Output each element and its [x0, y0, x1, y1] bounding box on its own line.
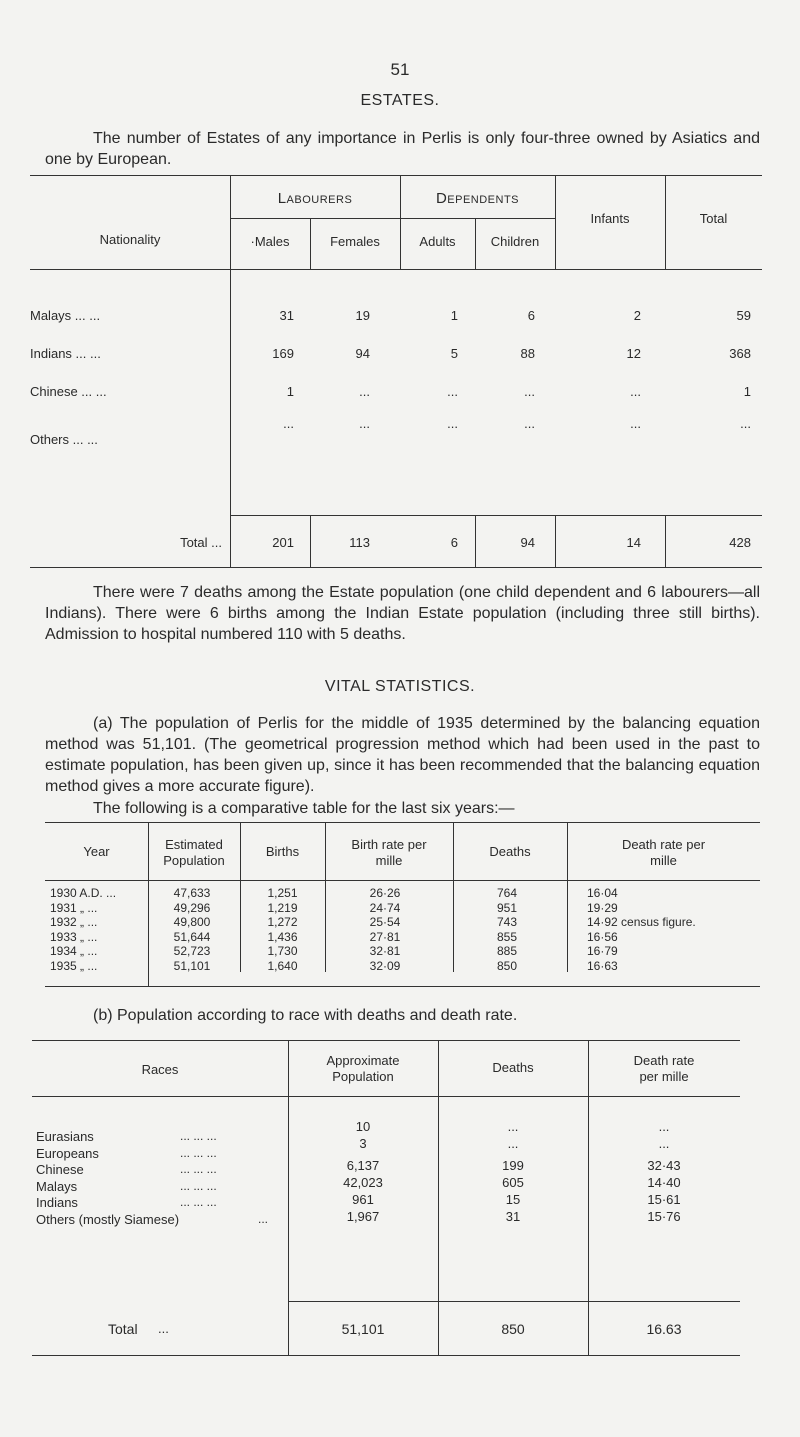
row-cell: 12: [626, 346, 641, 361]
table1-cell-deaths: 850: [496, 959, 518, 973]
table2-cell-pop: 3: [359, 1136, 367, 1151]
table1-cell-brate: 27·81: [369, 929, 401, 944]
table1-cell-pop: 52,723: [173, 944, 211, 959]
total-deaths: 850: [501, 1321, 525, 1337]
table1-cell-brate: 32·09: [369, 959, 401, 973]
estates-heading: ESTATES.: [360, 92, 440, 109]
total-label: Total ...: [180, 535, 222, 550]
table1-cell-drate: 19·29: [587, 900, 618, 915]
col-death-rate: Death rate per mille: [633, 1053, 695, 1084]
row-cell: 94: [355, 346, 370, 361]
table1-cell-pop: 49,800: [173, 915, 211, 930]
col-deaths: Deaths: [492, 1060, 534, 1075]
row-cell: 1: [450, 308, 458, 323]
total-cell: 6: [450, 535, 458, 550]
row-label: Chinese ... ...: [30, 384, 107, 399]
table2-cell-deaths: ...: [507, 1136, 519, 1151]
col-approx-population: Approximate Population: [326, 1053, 400, 1084]
table1-cell-year: 1933 „ ...: [50, 929, 98, 944]
vital-para-a: (a) The population of Perlis for the middle of 1935 determined by the balancing equation method was 51,101. (The geometrical progression method which had been used in the past to estimate population, has been given up, since it has been recommended that the balancing equation method gives a more accurate figure).: [45, 715, 760, 795]
total-cell: 113: [349, 535, 370, 550]
table1-cell-brate: 26·26: [369, 886, 401, 900]
table2-cell-race: Europeans: [36, 1145, 99, 1161]
table2-row-dots: ... ... ...: [180, 1145, 217, 1160]
col-adults: Adults: [419, 234, 456, 249]
table2-cell-pop: 961: [352, 1192, 374, 1207]
col-infants: Infants: [590, 211, 630, 226]
row-cell: 1: [286, 384, 294, 399]
table2-row-dots: ... ... ...: [180, 1195, 217, 1209]
table1-cell-pop: 47,633: [173, 886, 211, 900]
table1-cell-drate: 16·04: [587, 886, 618, 900]
total-population: 51,101: [341, 1321, 385, 1337]
table1-cell-brate: 32·81: [369, 944, 401, 959]
table2-cell-pop: 42,023: [343, 1175, 383, 1190]
table1-cell-year: 1935 „ ...: [50, 959, 98, 973]
row-cell: 1: [743, 384, 751, 399]
table2-cell-deaths: 199: [502, 1158, 524, 1173]
table2-cell-race: Others (mostly Siamese): [36, 1211, 180, 1227]
table1-cell-deaths: 951: [496, 900, 518, 915]
row-cell: 169: [272, 346, 294, 361]
table1-cell-pop: 51,101: [173, 959, 211, 973]
table1-cell-births: 1,640: [267, 959, 298, 973]
table1-cell-births: 1,436: [267, 929, 298, 944]
table2-cell-pop: 1,967: [346, 1209, 380, 1224]
table1-cell-pop: 51,644: [173, 929, 211, 944]
total-cell: 428: [729, 535, 751, 550]
table1-cell-births: 1,219: [267, 900, 298, 915]
col-races: Races: [141, 1062, 179, 1077]
col-males: ·Males: [250, 234, 290, 249]
row-cell: ...: [447, 416, 458, 431]
table2-cell-race: Eurasians: [36, 1129, 94, 1144]
table1-cell-deaths: 855: [496, 929, 518, 944]
table2-cell-deaths: 605: [502, 1175, 524, 1190]
col-children: Children: [490, 234, 540, 249]
row-cell: 59: [736, 308, 751, 323]
row-cell: ...: [524, 416, 535, 431]
table1-cell-drate: 16·79: [587, 944, 618, 959]
table1-cell-births: 1,730: [267, 944, 298, 959]
table2-cell-race: Chinese: [36, 1162, 84, 1177]
table2-cell-rate: 15·76: [647, 1209, 681, 1224]
table1-cell-pop: 49,296: [173, 900, 211, 915]
row-cell: ...: [740, 416, 751, 431]
row-cell: 6: [527, 308, 535, 323]
table2-cell-race: Malays: [36, 1178, 78, 1194]
total-cell: 14: [626, 535, 641, 550]
vital-heading: VITAL STATISTICS.: [324, 678, 476, 695]
total-cell: 94: [520, 535, 535, 550]
table2-cell-pop: 10: [355, 1119, 371, 1134]
table1-cell-deaths: 743: [496, 915, 518, 930]
table1-cell-births: 1,272: [267, 915, 298, 930]
table2-cell-rate: 32·43: [647, 1158, 681, 1173]
row-cell: 19: [355, 308, 370, 323]
table2-cell-deaths: 31: [505, 1209, 521, 1224]
estates-intro: The number of Estates of any importance in Perlis is only four-three owned by Asiatics and one by European.: [45, 130, 760, 168]
total-cell: 201: [272, 535, 294, 550]
row-cell: 31: [279, 308, 294, 323]
col-birth-rate: Birth rate per mille: [351, 837, 427, 868]
col-nationality: Nationality: [99, 232, 161, 247]
table2-cell-rate: 15·61: [647, 1192, 681, 1207]
group-dependents: Dependents: [435, 190, 520, 207]
table1-cell-births: 1,251: [267, 886, 298, 900]
table1-cell-year: 1931 „ ...: [50, 900, 98, 915]
col-births: Births: [265, 844, 300, 859]
row-cell: 5: [450, 346, 458, 361]
vital-para-b: (b) Population according to race with deaths and death rate.: [93, 1007, 518, 1024]
page-number: 51: [390, 60, 410, 79]
table2-cell-pop: 6,137: [346, 1158, 380, 1173]
total-label: Total: [108, 1321, 138, 1337]
table1-cell-brate: 25·54: [369, 915, 401, 930]
total-death-rate: 16.63: [646, 1321, 682, 1337]
vital-para-following: The following is a comparative table for the last six years:—: [93, 800, 515, 817]
table1-cell-drate: 16·63: [587, 959, 618, 973]
table2-cell-rate: 14·40: [647, 1175, 681, 1190]
table2-row-dots: ...: [258, 1211, 269, 1226]
col-females: Females: [330, 234, 380, 249]
row-cell: 2: [633, 308, 641, 323]
row-cell: ...: [283, 416, 294, 431]
table1-cell-year: 1934 „ ...: [50, 944, 98, 959]
table1-cell-year: 1930 A.D. ...: [50, 886, 117, 900]
table2-row-dots: ... ... ...: [180, 1129, 217, 1143]
row-cell: 88: [520, 346, 535, 361]
row-label: Others ... ...: [30, 432, 98, 447]
table1-cell-drate: 14·92 census figure.: [587, 915, 696, 930]
row-cell: ...: [630, 416, 641, 431]
col-death-rate: Death rate per mille: [621, 837, 706, 868]
row-cell: ...: [630, 384, 641, 399]
row-cell: 368: [729, 346, 751, 361]
table2-row-dots: ... ... ...: [180, 1178, 217, 1193]
row-label: Malays ... ...: [30, 308, 101, 323]
row-label: Indians ... ...: [30, 346, 101, 361]
table2-cell-deaths: ...: [507, 1119, 519, 1134]
total-dots: ...: [158, 1321, 169, 1336]
table1-cell-deaths: 764: [496, 886, 518, 900]
table2-cell-deaths: 15: [505, 1192, 521, 1207]
table2-cell-race: Indians: [36, 1195, 78, 1210]
row-cell: ...: [359, 384, 370, 399]
col-deaths: Deaths: [489, 844, 531, 859]
table1-cell-drate: 16·56: [587, 929, 618, 944]
table2-cell-rate: ...: [658, 1119, 670, 1134]
col-year: Year: [83, 844, 110, 859]
table1-cell-deaths: 885: [496, 944, 518, 959]
row-cell: ...: [359, 416, 370, 431]
group-labourers: Labourers: [277, 190, 353, 207]
table1-cell-brate: 24·74: [369, 900, 401, 915]
col-estimated-population: Estimated Population: [163, 837, 225, 868]
row-cell: ...: [447, 384, 458, 399]
table1-cell-year: 1932 „ ...: [50, 915, 98, 930]
table2-row-dots: ... ... ...: [180, 1162, 217, 1176]
estates-deaths-note: There were 7 deaths among the Estate population (one child dependent and 6 labourers—all Indians). There were 6 births among the Indian Estate population (including three still births). Admission to hospital numbered 110 with 5 deaths.: [45, 584, 760, 643]
table2-cell-rate: ...: [658, 1136, 670, 1151]
col-total: Total: [699, 211, 728, 226]
row-cell: ...: [524, 384, 535, 399]
